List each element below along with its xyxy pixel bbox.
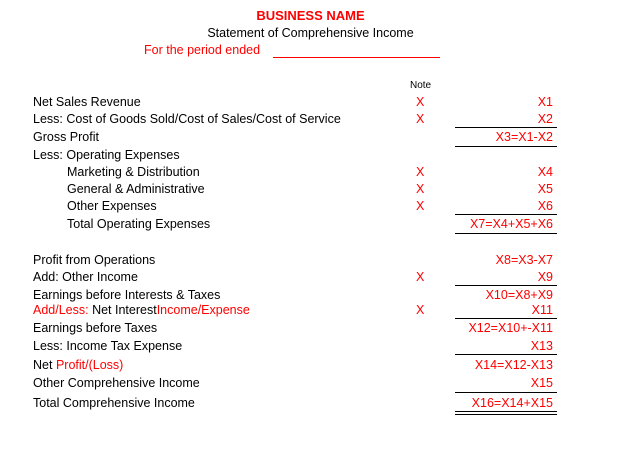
total-opex-underline	[455, 233, 557, 234]
net-interest-note: X	[416, 303, 425, 317]
total-ci-amount: X16=X14+X15	[471, 396, 553, 410]
gross-profit-underline	[455, 146, 557, 147]
general-admin-note: X	[416, 182, 425, 196]
tax-underline	[455, 354, 557, 355]
net-sales-label: Net Sales Revenue	[33, 95, 141, 109]
other-income-amount: X9	[537, 270, 553, 284]
period-label: For the period ended	[144, 43, 261, 57]
net-interest-underline	[455, 318, 557, 319]
gross-profit-amount: X3=X1-X2	[495, 130, 553, 144]
net-interest-suffix: Income/Expense	[156, 303, 250, 317]
net-interest-mid: Net Interest	[92, 303, 157, 317]
net-interest-amount: X11	[531, 303, 553, 317]
ebt-label: Earnings before Taxes	[33, 321, 158, 335]
note-column-header: Note	[410, 80, 432, 91]
net-profit-amount: X14=X12-X13	[474, 358, 553, 372]
net-sales-note: X	[416, 95, 425, 109]
marketing-label: Marketing & Distribution	[67, 165, 200, 179]
profit-ops-amount: X8=X3-X7	[495, 253, 553, 267]
total-ci-label: Total Comprehensive Income	[33, 396, 195, 410]
other-expenses-amount: X6	[537, 199, 553, 213]
oci-underline	[455, 392, 557, 393]
other-expenses-label: Other Expenses	[67, 199, 157, 213]
net-interest-label	[33, 303, 250, 317]
net-sales-amount: X1	[537, 95, 553, 109]
cogs-amount: X2	[537, 112, 553, 126]
general-admin-label: General & Administrative	[67, 182, 205, 196]
period-date-blank	[273, 57, 440, 58]
oci-label: Other Comprehensive Income	[33, 376, 200, 390]
tax-label: Less: Income Tax Expense	[33, 339, 183, 353]
ebt-amount: X12=X10+-X11	[468, 321, 553, 335]
other-expenses-note: X	[416, 199, 425, 213]
other-income-label: Add: Other Income	[33, 270, 138, 284]
cogs-underline	[455, 127, 557, 128]
other-income-note: X	[416, 270, 425, 284]
total-ci-double-underline	[455, 411, 557, 415]
net-profit-label	[33, 358, 123, 372]
gross-profit-label: Gross Profit	[33, 130, 99, 144]
oci-amount: X15	[530, 376, 553, 390]
total-opex-amount: X7=X4+X5+X6	[469, 217, 553, 231]
net-profit-suffix: Profit/(Loss)	[55, 358, 124, 372]
cogs-note: X	[416, 112, 425, 126]
total-opex-label: Total Operating Expenses	[67, 217, 211, 231]
general-admin-amount: X5	[537, 182, 553, 196]
other-expenses-underline	[455, 214, 557, 215]
marketing-note: X	[416, 165, 425, 179]
opex-heading: Less: Operating Expenses	[33, 148, 180, 162]
net-interest-prefix: Add/Less:	[33, 303, 89, 317]
cogs-label: Less: Cost of Goods Sold/Cost of Sales/Cost of Service	[33, 112, 341, 126]
ebit-amount: X10=X8+X9	[485, 288, 553, 302]
net-profit-prefix: Net	[33, 358, 53, 372]
tax-amount: X13	[530, 339, 553, 353]
business-name: BUSINESS NAME	[256, 8, 365, 23]
ebit-label: Earnings before Interests & Taxes	[33, 288, 221, 302]
other-income-underline	[455, 285, 557, 286]
marketing-amount: X4	[537, 165, 553, 179]
statement-title: Statement of Comprehensive Income	[207, 26, 414, 40]
profit-ops-label: Profit from Operations	[33, 253, 156, 267]
